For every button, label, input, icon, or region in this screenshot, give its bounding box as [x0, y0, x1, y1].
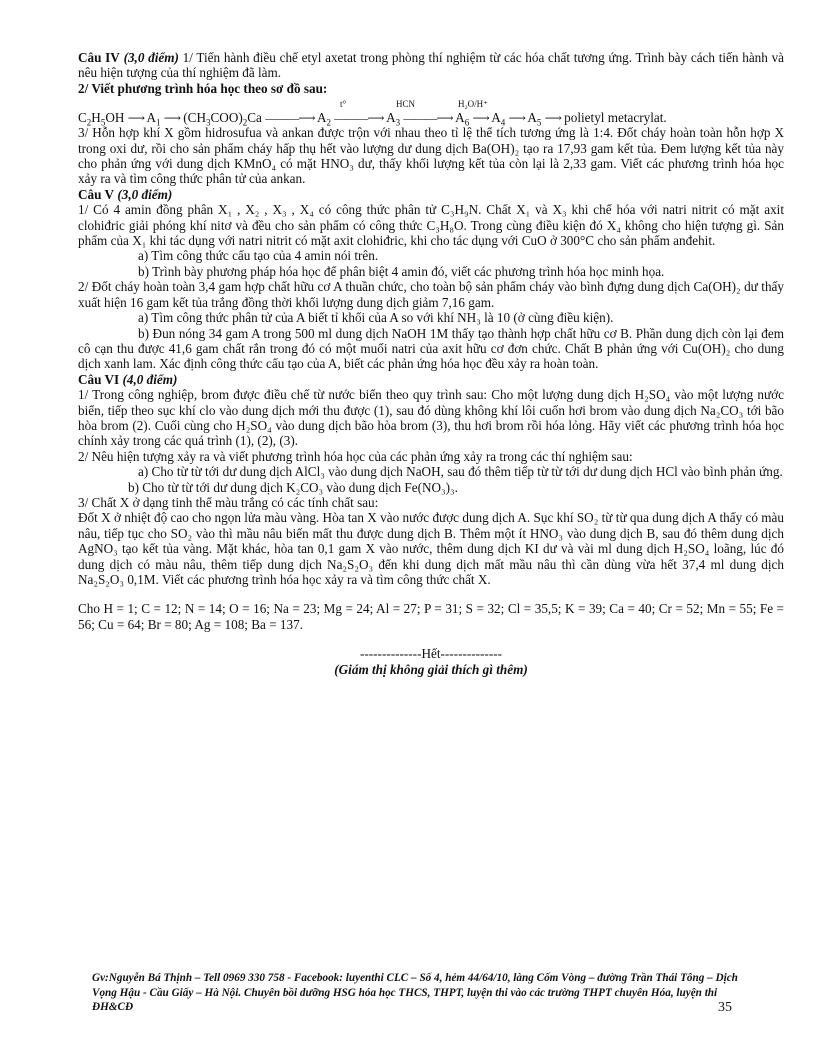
cau6-p2: 2/ Nêu hiện tượng xảy ra và viết phương trình hóa học của các phản ứng xảy ra trong các thí nghiệm sau:	[78, 448, 633, 464]
cau6-p2a: a) Cho từ từ tới dư dung dịch AlCl₃ vào dung dịch NaOH, sau đó thêm tiếp từ từ tới dư dung dịch HCl vào bình phản ứng.	[138, 464, 783, 480]
scheme-row: $C_2H_5OH$ ⟶ $A_1$ ⟶ $(CH_3COO)_2Ca$ ———⟶ $A_2$ ———⟶ $A_3$ ———⟶ $A_6$ ⟶ $A_4$ ⟶ $A_5$ ⟶ polietyl metacrylat.	[78, 110, 667, 128]
cau5-p1a: a) Tìm công thức cấu tạo của 4 amin nói trên.	[138, 248, 379, 264]
exam-page	[78, 50, 784, 677]
label-h2o: H₂O/H⁺	[458, 99, 488, 110]
cau4-title: Câu IV	[78, 50, 120, 65]
cau5-p1: 1/ Có 4 amin đồng phân X₁ , X₂ , X₃ , X₄ có công thức phân tử C₃H₉N. Chất X₁ và X₃ khi chế hóa với natri nitrit có mặt axit clohiđric giải phóng khí nitơ và đều cho sản phẩm có công thức C₃H₈O. Trong cùng điều kiện đó X₄ không cho hiện tượng gì. Sản phẩm của X₁ khi tác dụng với natri nitrit có mặt axit clohiđric, khi cho tác dụng với CuO ở 300°C cho sản phẩm anđehit.	[78, 202, 784, 249]
end-line: --------------Hết--------------	[359, 646, 502, 662]
atomic-masses: Cho H = 1; C = 12; N = 14; O = 16; Na = 23; Mg = 24; Al = 27; P = 31; S = 32; Cl = 35,5; K = 39; Ca = 40; Cr = 52; Mn = 55; Fe = 56; Cu = 64; Br = 80; Ag = 108; Ba = 137.	[78, 601, 784, 632]
cau6-p1: 1/ Trong công nghiệp, brom được điều chế từ nước biển theo quy trình sau: Cho một lượng dung dịch H₂SO₄ vào một lượng nước biển, tiếp theo sục khí clo vào dung dịch mới thu được (1), sau đó dùng không khí lôi cuốn hơi brom vào dung dịch Na₂CO₃ tới bão hòa brom (2). Cuối cùng cho H₂SO₄ vào dung dịch bão hòa brom (3), thu hơi brom rồi hóa lỏng. Hãy viết các phương trình hóa học chính xảy trong các quá trình (1), (2), (3).	[78, 387, 784, 449]
label-hcn: HCN	[396, 99, 416, 110]
cau6-title: Câu VI	[78, 371, 120, 387]
cau4-points: (3,0 điểm)	[123, 50, 179, 65]
label-t0: t°	[340, 99, 347, 110]
cau5-points: (3,0 điểm)	[117, 186, 173, 202]
cau5-p2b: b) Đun nóng 34 gam A trong 500 ml dung dịch NaOH 1M thấy tạo thành hợp chất hữu cơ B. Phần dung dịch còn lại đem cô cạn thu được 41,6 gam chất rắn trong đó có một muối natri của axit hữu cơ đơn chức. Chất B phản ứng với Cu(OH)₂ cho dung dịch xanh lam. Xác định công thức cấu tạo của A, biết các phản ứng hóa học đều xảy ra hoàn toàn.	[78, 325, 784, 372]
cau5-p1b: b) Trình bày phương pháp hóa học để phân biệt 4 amin đó, viết các phương trình hóa học minh họa.	[138, 263, 665, 279]
cau6-p3b: Đốt X ở nhiệt độ cao cho ngọn lửa màu vàng. Hòa tan X vào nước được dung dịch A. Sục khí SO₂ từ từ qua dung dịch A thấy có màu nâu, tiếp tục cho SO₂ vào thì mầu nâu biến mất thu được dung dịch B. Thêm một ít HNO₃ vào dung dịch B, sau đó thêm dung dịch AgNO₃ tạo kết tủa vàng. Mặt khác, hòa tan 0,1 gam X vào nước, thêm dung dịch KI dư và vài ml dung dịch H₂SO₄ loãng, lúc đó dung dịch có màu nâu, thêm tiếp dung dịch Na₂S₂O₃ đến khi dung dịch mất mầu nâu thì cần dùng vừa hết 37,4 ml dung dịch Na₂S₂O₃ 0,1M. Viết các phương trình hóa học xảy ra và tìm công thức chất X.	[78, 510, 784, 587]
end-note: (Giám thị không giải thích gì thêm)	[334, 661, 528, 677]
cau6-heading	[78, 372, 784, 387]
cau4-text1: 1/ Tiến hành điều chế etyl axetat trong phòng thí nghiệm từ các hóa chất tương ứng. Trình bày cách tiến hành và nêu hiện tượng của thí nghiệm đã làm.	[78, 50, 785, 81]
cau5-p2: 2/ Đốt cháy hoàn toàn 3,4 gam hợp chất hữu cơ A thuần chức, cho toàn bộ sản phẩm cháy vào bình đựng dung dịch Ca(OH)₂ dư thấy xuất hiện 16 gam kết tủa trắng đồng thời khối lượng dung dịch giảm 7,16 gam.	[78, 279, 784, 310]
cau6-p2b: b) Cho từ từ tới dư dung dịch K₂CO₃ vào dung dịch Fe(NO₃)₃.	[128, 479, 458, 495]
reaction-scheme	[78, 97, 784, 128]
page-number: 35	[718, 1000, 732, 1015]
cau6-points: (4,0 điểm)	[122, 371, 178, 387]
cau4-p2: 2/ Viết phương trình hóa học theo sơ đồ sau:	[78, 80, 328, 96]
cau4-p3: 3/ Hỗn hợp khí X gồm hidrosufua và ankan được trộn với nhau theo tỉ lệ thể tích tương ứng là 1:4. Đốt cháy hoàn toàn hỗn hợp X trong oxi dư, rồi cho sản phẩm cháy hấp thụ hết vào lượng dư dung dịch Ba(OH)₂ tạo ra 17,93 gam kết tủa. Đem lượng kết tủa này cho phản ứng với dung dịch KMnO₄ có mặt HNO₃ dư, thấy khối lượng kết tủa còn lại là 2,33 gam. Viết các phương trình hóa học xảy ra và tìm công thức phân tử của ankan.	[78, 125, 784, 187]
cau4-p1	[78, 50, 784, 81]
cau6-p3: 3/ Chất X ở dạng tinh thể màu trắng có các tính chất sau:	[78, 494, 379, 510]
cau5-heading	[78, 187, 784, 202]
footer-text: Gv:Nguyễn Bá Thịnh – Tell 0969 330 758 - Facebook: luyenthi CLC – Số 4, hẻm 44/64/10, làng Cốm Vòng – đường Trần Thái Tông – Dịch Vọng Hậu - Cầu Giấy – Hà Nội. Chuyên bồi dưỡng HSG hóa học THCS, THPT, luyện thi vào các trường THPT chuyên Hóa, luyện thi ĐH&CĐ	[92, 972, 738, 1014]
scheme-product: polietyl metacrylat.	[564, 110, 667, 126]
cau5-title: Câu V	[78, 186, 115, 202]
cau5-p2a: a) Tìm công thức phân tử của A biết tỉ khối của A so với khí NH₃ là 10 (ở cùng điều kiện).	[138, 310, 614, 326]
